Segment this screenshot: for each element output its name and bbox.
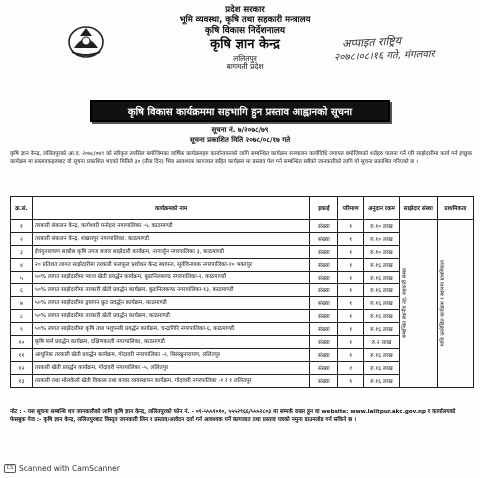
directorate-name: कृषि विकास निर्देशनालय [204, 25, 286, 36]
footer-note: नोट : - यस सूचना सम्बन्धि थप जानकारीको लागि कृषि ज्ञान केन्द्र, ललितपुरको फोन नं. - ०१-५५५१०१०, ५५५२९६६/५५५२८०३ मा सम्पर्क राख्न हुन वा website: www.lalitpur.akc.gov.np र कार्यालयको फेसबुक पेज :- कृषि ज्ञान केन्द्र, ललितपुरबाट विस्तृत जानकारी लिन र प्रस्ताव/आवेदन दर्ता गर्न आवश्यक पर्ने कागजात तथा प्रस्ताव पत्रको नमुना डाउनलोड गर्न सकिने छ । [10, 409, 456, 424]
row-program: २० प्रतिशत लागत साझेदारीमा तरकारी फलफूल प्रशोधन केन्द्र स्थापना, सूर्यविनायक नगरपालिका-१० भक्तपुर [32, 258, 310, 271]
row-sn: ८ [11, 310, 33, 323]
row-unit: संख्या [310, 336, 338, 349]
partnership-cell [399, 220, 437, 388]
row-program: ईचंगुनारायण साबोस कृषि उपज बजार साझेदारी कार्यक्रम, नागार्जुन नगरपालिका ३, काठमाण्डौ [32, 245, 310, 258]
table-body [11, 220, 474, 388]
row-quantity: १ [338, 220, 364, 233]
row-sn: १० [11, 336, 33, 349]
row-unit: संख्या [310, 258, 338, 271]
notice-body-paragraph: कृषि ज्ञान केन्द्र, ललितपुरको आ.व. २०७८/०७९ को स्वीकृत तपसिल बमोजिमका वार्षिक कार्यक्रमहरु कार्यान्वयनको लागि सम्बन्धित कार्यक्रम सञ्चालन कार्यविधि लगायत बमोजिमको शर्तहरु पालना गर्ने गरि साझेदारीमा कार्य गर्न इच्छुक कार्यक्रम मा प्रस्तावकहरुबाट यो सूचना प्रकाशित भएको मितिले ३० (तीस दिन) भित्र आवश्यक कागजात सहित कार्यक्रम मा प्रस्ताव पेश गर्न सम्बन्धित सबैको जानकारीको लागि यो सूचना प्रकाशित गरिएको छ । [10, 151, 472, 166]
row-quantity: १ [338, 348, 364, 361]
row-quantity: १ [338, 232, 364, 245]
row-unit: संख्या [310, 374, 338, 387]
row-unit: संख्या [310, 232, 338, 245]
row-grant: रु.१० लाख [364, 220, 400, 233]
row-grant: रु.१६ लाख [364, 271, 400, 284]
row-quantity: १ [338, 336, 364, 349]
row-unit: संख्या [310, 245, 338, 258]
ministry-name: भूमि व्यवस्था, कृषि तथा सहकारी मन्त्रालय [179, 14, 311, 25]
program-table [10, 196, 474, 388]
row-sn: १२ [11, 361, 33, 374]
scanner-label: Scanned with CamScanner [19, 464, 120, 473]
row-quantity: १ [338, 258, 364, 271]
row-program: ५०% लागत साझेदारीमा ड्रयागन फ्रुट प्रवर्द्धन कार्यक्रम, काठमाण्डौ [32, 297, 310, 310]
row-sn: ४ [11, 258, 33, 271]
handwritten-line-2: २०७८।०८।१६ गते, मंगलवार [333, 48, 435, 64]
notice-title-banner: कृषि विकास कार्यक्रममा सहभागि हुन प्रस्ताव आह्वानको सूचना [90, 100, 390, 122]
row-program: ५०% लागत साझेदारीमा तरकारी खेती प्रवर्द्धन कार्यक्रम, काठमाण्डौ [32, 310, 310, 323]
row-grant: रु.१० लाख [364, 232, 400, 245]
row-sn: ९ [11, 323, 33, 336]
row-program: ५०% लागत साझेदारीमा तरकारी खेती प्रवर्द्धन कार्यक्रम, बुढानिलकण्ठ नगरपालिका-१३, काठमाण्डौ [32, 284, 310, 297]
row-unit: संख्या [310, 361, 338, 374]
handwritten-line-1: अप्पाइत राष्ट्रिय [341, 34, 402, 51]
row-sn: ३ [11, 245, 33, 258]
row-program: तरकारी संकलन केन्द्र, शंखरापुर नगरपालिका, काठमाण्डौ [32, 232, 310, 245]
row-unit: संख्या [310, 271, 338, 284]
office-name: कृषि ज्ञान केन्द्र [210, 36, 280, 52]
row-grant: रु.१६ लाख [364, 348, 400, 361]
scanner-watermark [4, 464, 120, 473]
partnership-text: सम्बन्धित स्थानीय तह, सहकारी संस्था [401, 268, 408, 339]
header-priority: प्राथमिकता [437, 197, 473, 220]
province-government: प्रदेश सरकार [225, 5, 265, 15]
row-program: आधुनिक तरकारी खेती प्रवर्द्धन कार्यक्रम, गोदावरी नगरपालिका -२, बिसंखुनारायण, ललितपुर [32, 348, 310, 361]
row-unit: संख्या [310, 297, 338, 310]
row-quantity: १ [338, 271, 364, 284]
row-unit: संख्या [310, 323, 338, 336]
row-grant: रु.१६ लाख [364, 258, 400, 271]
header-program: कार्यक्रमको नाम [32, 197, 310, 220]
row-unit: संख्या [310, 310, 338, 323]
row-sn: १ [11, 220, 33, 233]
row-grant: रु.१६ लाख [364, 323, 400, 336]
row-unit: संख्या [310, 348, 338, 361]
row-grant: रु.१६ लाख [364, 297, 400, 310]
row-unit: संख्या [310, 284, 338, 297]
row-quantity: १ [338, 323, 364, 336]
row-grant: रु.१६ लाख [364, 374, 400, 387]
header-grant: अनुदान रकम [364, 197, 400, 220]
nepal-emblem-icon [66, 22, 106, 60]
row-grant: रु.२ लाख [364, 336, 400, 349]
header-sn: क्र.सं. [11, 197, 33, 220]
row-sn: २ [11, 232, 33, 245]
row-sn: १३ [11, 374, 33, 387]
priority-text: माथि उल्लेखित कार्यक्रम र स्थानमा प्राथमिकता [439, 260, 446, 347]
row-sn: ५ [11, 271, 33, 284]
row-quantity: १ [338, 361, 364, 374]
row-program: तरकारी खेती प्रवर्द्धन कार्यक्रम, गोदावरी नगरपालिका -५, ललितपुर [32, 361, 310, 374]
row-grant: रु.१० लाख [364, 245, 400, 258]
row-grant: रु.१६ लाख [364, 361, 400, 374]
row-grant: रु.१६ लाख [364, 284, 400, 297]
header-partnership: साझेदार संस्था [399, 197, 437, 220]
row-grant: रु.१६ लाख [364, 310, 400, 323]
row-program: तरकारी संकलन केन्द्र, कागेश्वरी मनोहरा नगरपालिका -५, काठमाण्डौ [32, 220, 310, 233]
row-program: तरकारी तथा मोलकेलो खेती विकास तथा बजार व्यवस्थापन कार्यक्रम, गोदावरी नगरपालिका -१ र १ ललितपुर [32, 374, 310, 387]
camscanner-icon: CS [4, 464, 16, 473]
row-sn: ७ [11, 297, 33, 310]
handwritten-annotation [332, 34, 472, 62]
row-quantity: १ [338, 374, 364, 387]
table-row [11, 220, 474, 233]
row-sn: ११ [11, 348, 33, 361]
province-name: बागमती प्रदेश [226, 62, 264, 72]
header-quantity: परिमाण [338, 197, 364, 220]
table-header-row [11, 197, 474, 220]
row-quantity: १ [338, 284, 364, 297]
row-sn: ६ [11, 284, 33, 297]
office-location: ललितपुर [233, 53, 257, 63]
row-quantity: १ [338, 245, 364, 258]
row-unit: संख्या [310, 220, 338, 233]
notice-number: सूचना नं. ७/२०७८/७९ [211, 126, 269, 134]
row-program: ५०% लागत साझेदारीमा प्याज खेती प्रवर्द्धन कार्यक्रम, बुढानिलकण्ठ नगरपालिका-२, काठमाण्डौ [32, 271, 310, 284]
header-unit: इकाई [310, 197, 338, 220]
row-program: ५०% लागत साझेदारीमा कृषि तथा पशुपन्छी प्रवर्द्धन कार्यक्रम, चन्द्रागिरि नगरपालिका-६, काठमाण्डौ [32, 323, 310, 336]
priority-cell [437, 220, 473, 388]
notice-publish-date: सूचना प्रकाशित मिति २०७८/०८/१७ गते [189, 136, 291, 144]
row-quantity: १ [338, 297, 364, 310]
row-program: कृषि फर्म प्रवर्द्धन कार्यक्रम, दक्षिणकाली नगरपालिका, काठमाण्डौ [32, 336, 310, 349]
row-quantity: १ [338, 310, 364, 323]
